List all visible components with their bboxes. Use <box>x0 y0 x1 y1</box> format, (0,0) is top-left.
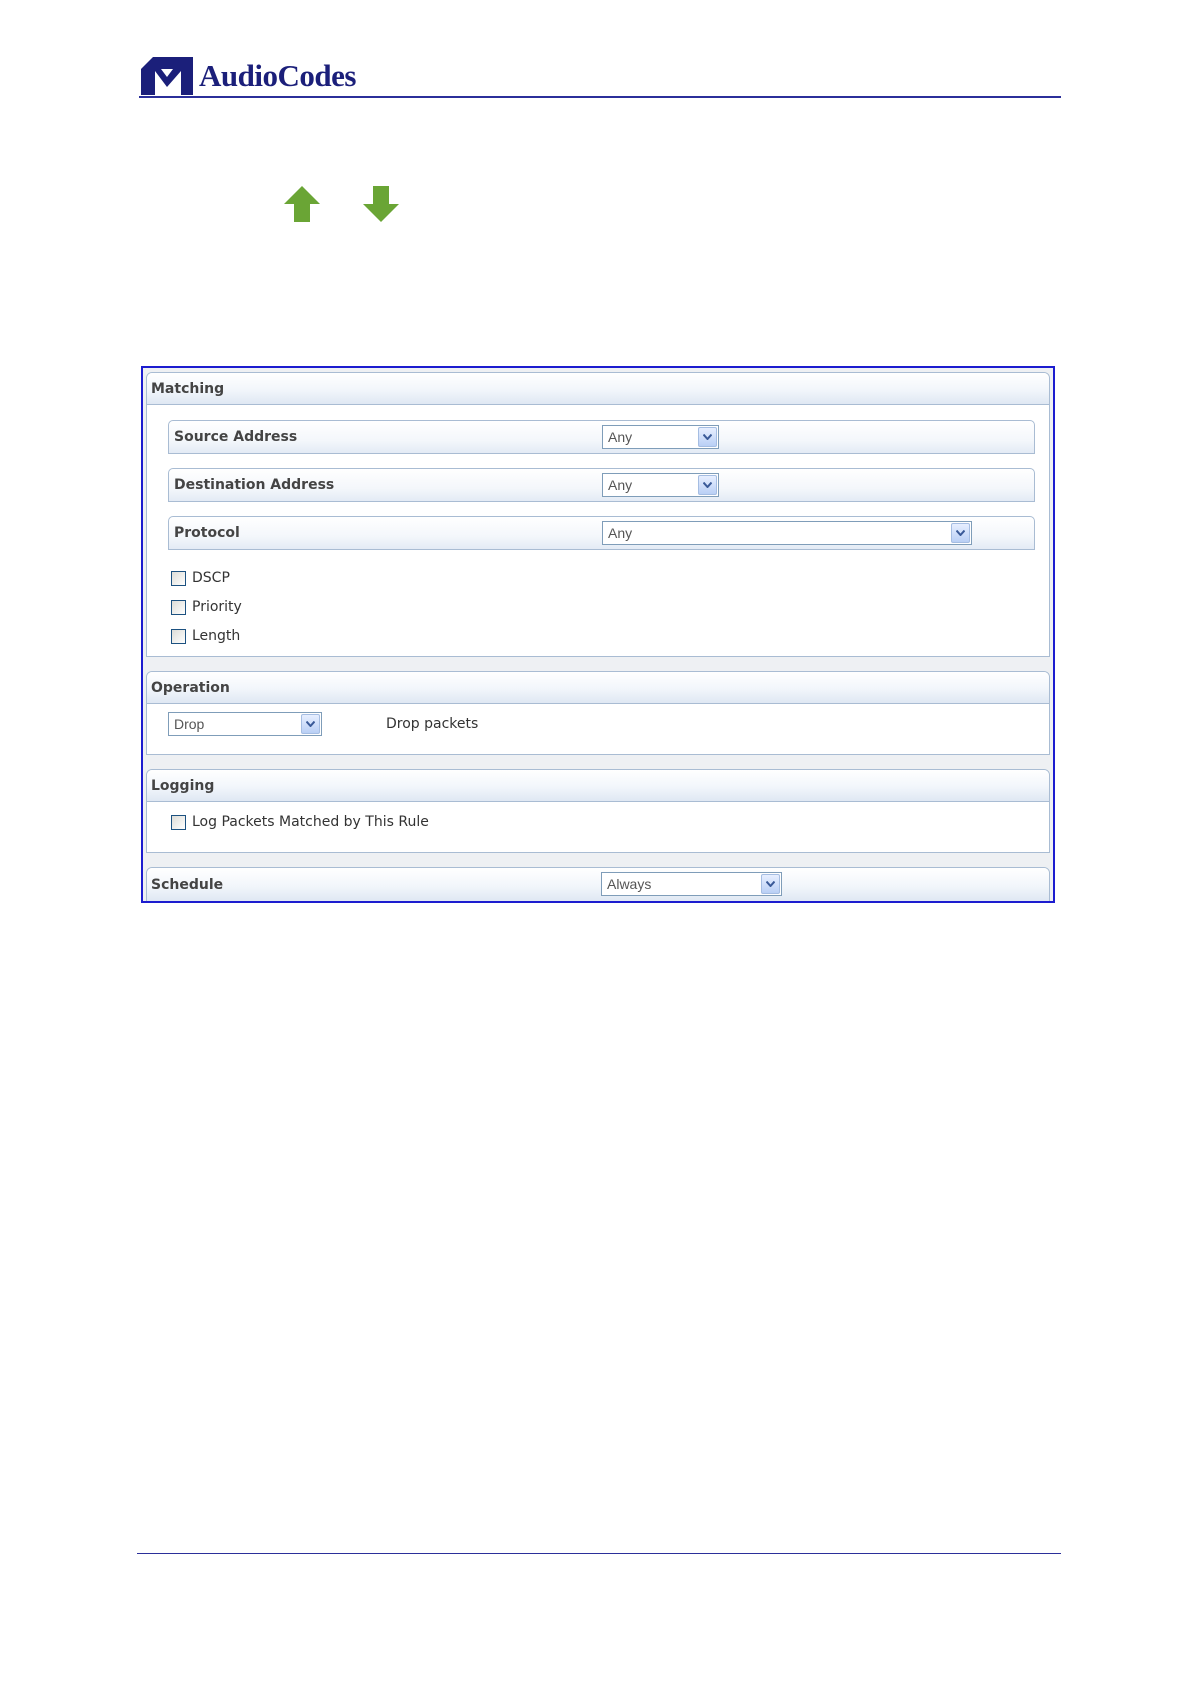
schedule-header <box>147 868 1049 901</box>
source-address-label: Source Address <box>174 429 298 445</box>
length-label: Length <box>192 628 241 644</box>
logging-panel <box>146 769 1050 853</box>
dscp-checkbox[interactable] <box>171 571 186 586</box>
matching-header: Matching <box>147 373 1049 405</box>
priority-checkbox-row[interactable] <box>171 597 242 617</box>
destination-address-select[interactable] <box>602 473 719 497</box>
log-packets-label: Log Packets Matched by This Rule <box>192 814 429 830</box>
chevron-down-icon[interactable] <box>698 475 717 495</box>
rule-form-screenshot <box>141 366 1055 903</box>
destination-address-label: Destination Address <box>174 477 335 493</box>
logging-header: Logging <box>147 770 1049 802</box>
operation-header: Operation <box>147 672 1049 704</box>
source-address-value: Any <box>608 429 633 445</box>
length-checkbox[interactable] <box>171 629 186 644</box>
source-address-row <box>168 420 1035 454</box>
logo-text: AudioCodes <box>199 58 356 93</box>
destination-address-row <box>168 468 1035 502</box>
operation-panel <box>146 671 1050 755</box>
log-packets-checkbox-row[interactable] <box>171 812 429 832</box>
matching-panel <box>146 372 1050 657</box>
destination-address-value: Any <box>608 477 633 493</box>
audiocodes-logo-icon <box>141 57 193 95</box>
length-checkbox-row[interactable] <box>171 626 240 646</box>
arrow-up-icon <box>280 182 324 226</box>
protocol-row <box>168 516 1035 550</box>
dscp-label: DSCP <box>192 570 230 586</box>
operation-description: Drop packets <box>386 716 479 732</box>
schedule-value: Always <box>607 876 652 892</box>
log-packets-checkbox[interactable] <box>171 815 186 830</box>
operation-select[interactable] <box>168 712 322 736</box>
source-address-select[interactable] <box>602 425 719 449</box>
protocol-label: Protocol <box>174 525 240 541</box>
header-rule <box>139 96 1061 98</box>
schedule-label: Schedule <box>151 876 224 893</box>
footer-rule <box>137 1553 1061 1554</box>
chevron-down-icon[interactable] <box>761 874 780 894</box>
operation-value: Drop <box>174 716 205 732</box>
chevron-down-icon[interactable] <box>951 523 970 543</box>
dscp-checkbox-row[interactable] <box>171 568 230 588</box>
arrow-down-icon <box>359 182 403 226</box>
priority-label: Priority <box>192 599 242 615</box>
protocol-select[interactable] <box>602 521 972 545</box>
chevron-down-icon[interactable] <box>698 427 717 447</box>
schedule-panel <box>146 867 1050 901</box>
protocol-value: Any <box>608 525 633 541</box>
priority-checkbox[interactable] <box>171 600 186 615</box>
chevron-down-icon[interactable] <box>301 714 320 734</box>
schedule-select[interactable] <box>601 872 782 896</box>
audiocodes-logo <box>141 56 356 96</box>
